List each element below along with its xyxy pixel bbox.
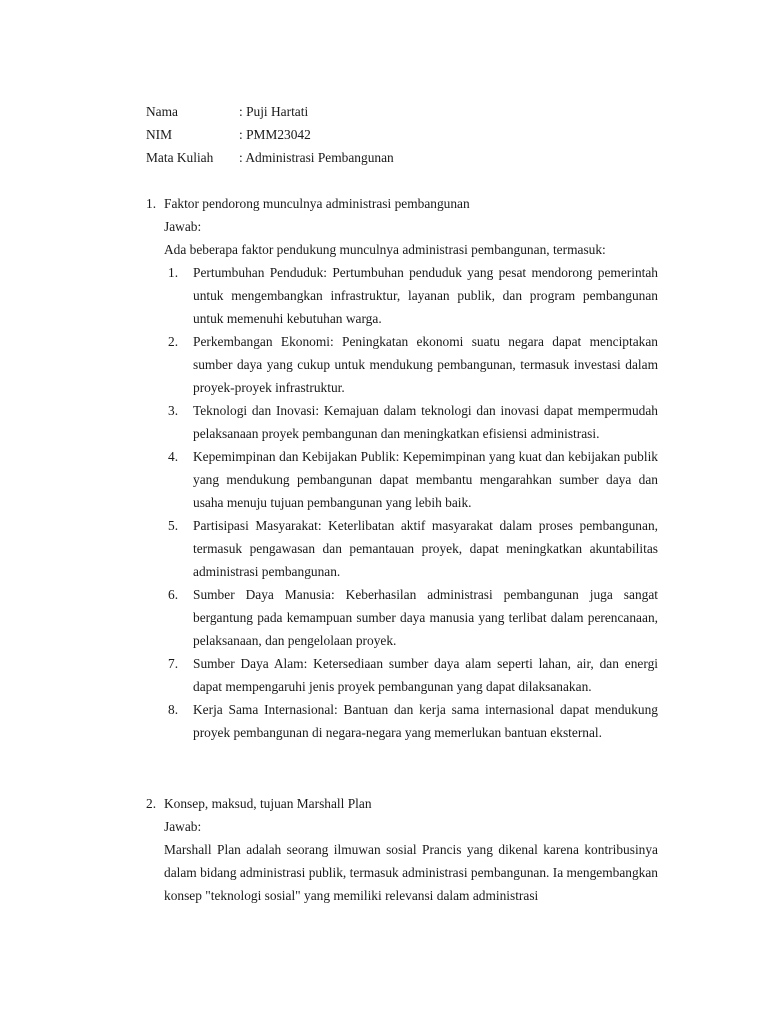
list-item-number: 1.	[168, 265, 179, 280]
list-item-number: 6.	[168, 587, 179, 602]
list-item-number: 2.	[168, 334, 179, 349]
question-number: 1.	[146, 196, 157, 211]
question-heading	[146, 192, 658, 215]
list-item-text: Kerja Sama Internasional: Bantuan dan kerja sama internasional dapat mendukung proyek pembangunan di negara-negara yang memerlukan bantuan eksternal.	[193, 702, 658, 740]
list-item-text: Perkembangan Ekonomi: Peningkatan ekonomi suatu negara dapat menciptakan sumber daya yang cukup untuk mendukung pembangunan, termasuk investasi dalam proyek-proyek infrastruktur.	[193, 334, 658, 395]
list-item	[164, 698, 658, 744]
identity-row-name	[146, 100, 394, 123]
list-item-number: 4.	[168, 449, 179, 464]
list-item	[164, 514, 658, 583]
answer-label: Jawab:	[164, 819, 202, 834]
list-item	[164, 652, 658, 698]
identity-value: : Administrasi Pembangunan	[239, 150, 394, 165]
list-item-text: Pertumbuhan Penduduk: Pertumbuhan penduduk yang pesat mendorong pemerintah untuk mengembangkan infrastruktur, layanan publik, dan program pembangunan untuk memenuhi kebutuhan warga.	[193, 265, 658, 326]
list-item-number: 5.	[168, 518, 179, 533]
question-title: Konsep, maksud, tujuan Marshall Plan	[164, 796, 372, 811]
question-1	[146, 192, 658, 744]
answer-paragraph: Marshall Plan adalah seorang ilmuwan sosial Prancis yang dikenal karena kontribusinya dalam bidang administrasi publik, termasuk administrasi pembangunan. Ia mengembangkan konsep "teknologi sosial" yang memiliki relevansi dalam administrasi	[164, 842, 658, 903]
identity-row-nim	[146, 123, 394, 146]
identity-value: : PMM23042	[239, 127, 311, 142]
answer-intro: Ada beberapa faktor pendukung munculnya administrasi pembangunan, termasuk:	[164, 242, 606, 257]
list-item-text: Sumber Daya Manusia: Keberhasilan administrasi pembangunan juga sangat bergantung pada kemampuan sumber daya manusia yang terlibat dalam perencanaan, pelaksanaan, dan pengelolaan proyek.	[193, 587, 658, 648]
identity-block	[146, 100, 394, 169]
identity-label: Mata Kuliah	[146, 150, 214, 165]
list-item-text: Sumber Daya Alam: Ketersediaan sumber daya alam seperti lahan, air, dan energi dapat mempengaruhi jenis proyek pembangunan yang dapat dilaksanakan.	[193, 656, 658, 694]
list-item	[164, 445, 658, 514]
question-answer	[146, 815, 658, 907]
identity-label: Nama	[146, 104, 178, 119]
question-2	[146, 792, 658, 907]
list-item	[164, 330, 658, 399]
answer-label: Jawab:	[164, 219, 202, 234]
question-number: 2.	[146, 796, 157, 811]
list-item	[164, 399, 658, 445]
list-item-text: Teknologi dan Inovasi: Kemajuan dalam teknologi dan inovasi dapat mempermudah pelaksanaan proyek pembangunan dan meningkatkan efisiensi administrasi.	[193, 403, 658, 441]
question-heading	[146, 792, 658, 815]
identity-label: NIM	[146, 127, 173, 142]
list-item-number: 8.	[168, 702, 179, 717]
identity-row-course	[146, 146, 394, 169]
list-item-number: 7.	[168, 656, 179, 671]
question-answer	[146, 215, 658, 744]
list-item	[164, 261, 658, 330]
factor-list	[164, 261, 658, 744]
list-item	[164, 583, 658, 652]
question-title: Faktor pendorong munculnya administrasi pembangunan	[164, 196, 470, 211]
list-item-text: Partisipasi Masyarakat: Keterlibatan aktif masyarakat dalam proses pembangunan, termasuk pengawasan dan pemantauan proyek, dapat meningkatkan akuntabilitas administrasi pembangunan.	[193, 518, 658, 579]
list-item-number: 3.	[168, 403, 179, 418]
identity-value: : Puji Hartati	[239, 104, 309, 119]
list-item-text: Kepemimpinan dan Kebijakan Publik: Kepemimpinan yang kuat dan kebijakan publik yang mendukung pembangunan dapat membantu mengarahkan sumber daya dan usaha menuju tujuan pembangunan yang lebih baik.	[193, 449, 658, 510]
